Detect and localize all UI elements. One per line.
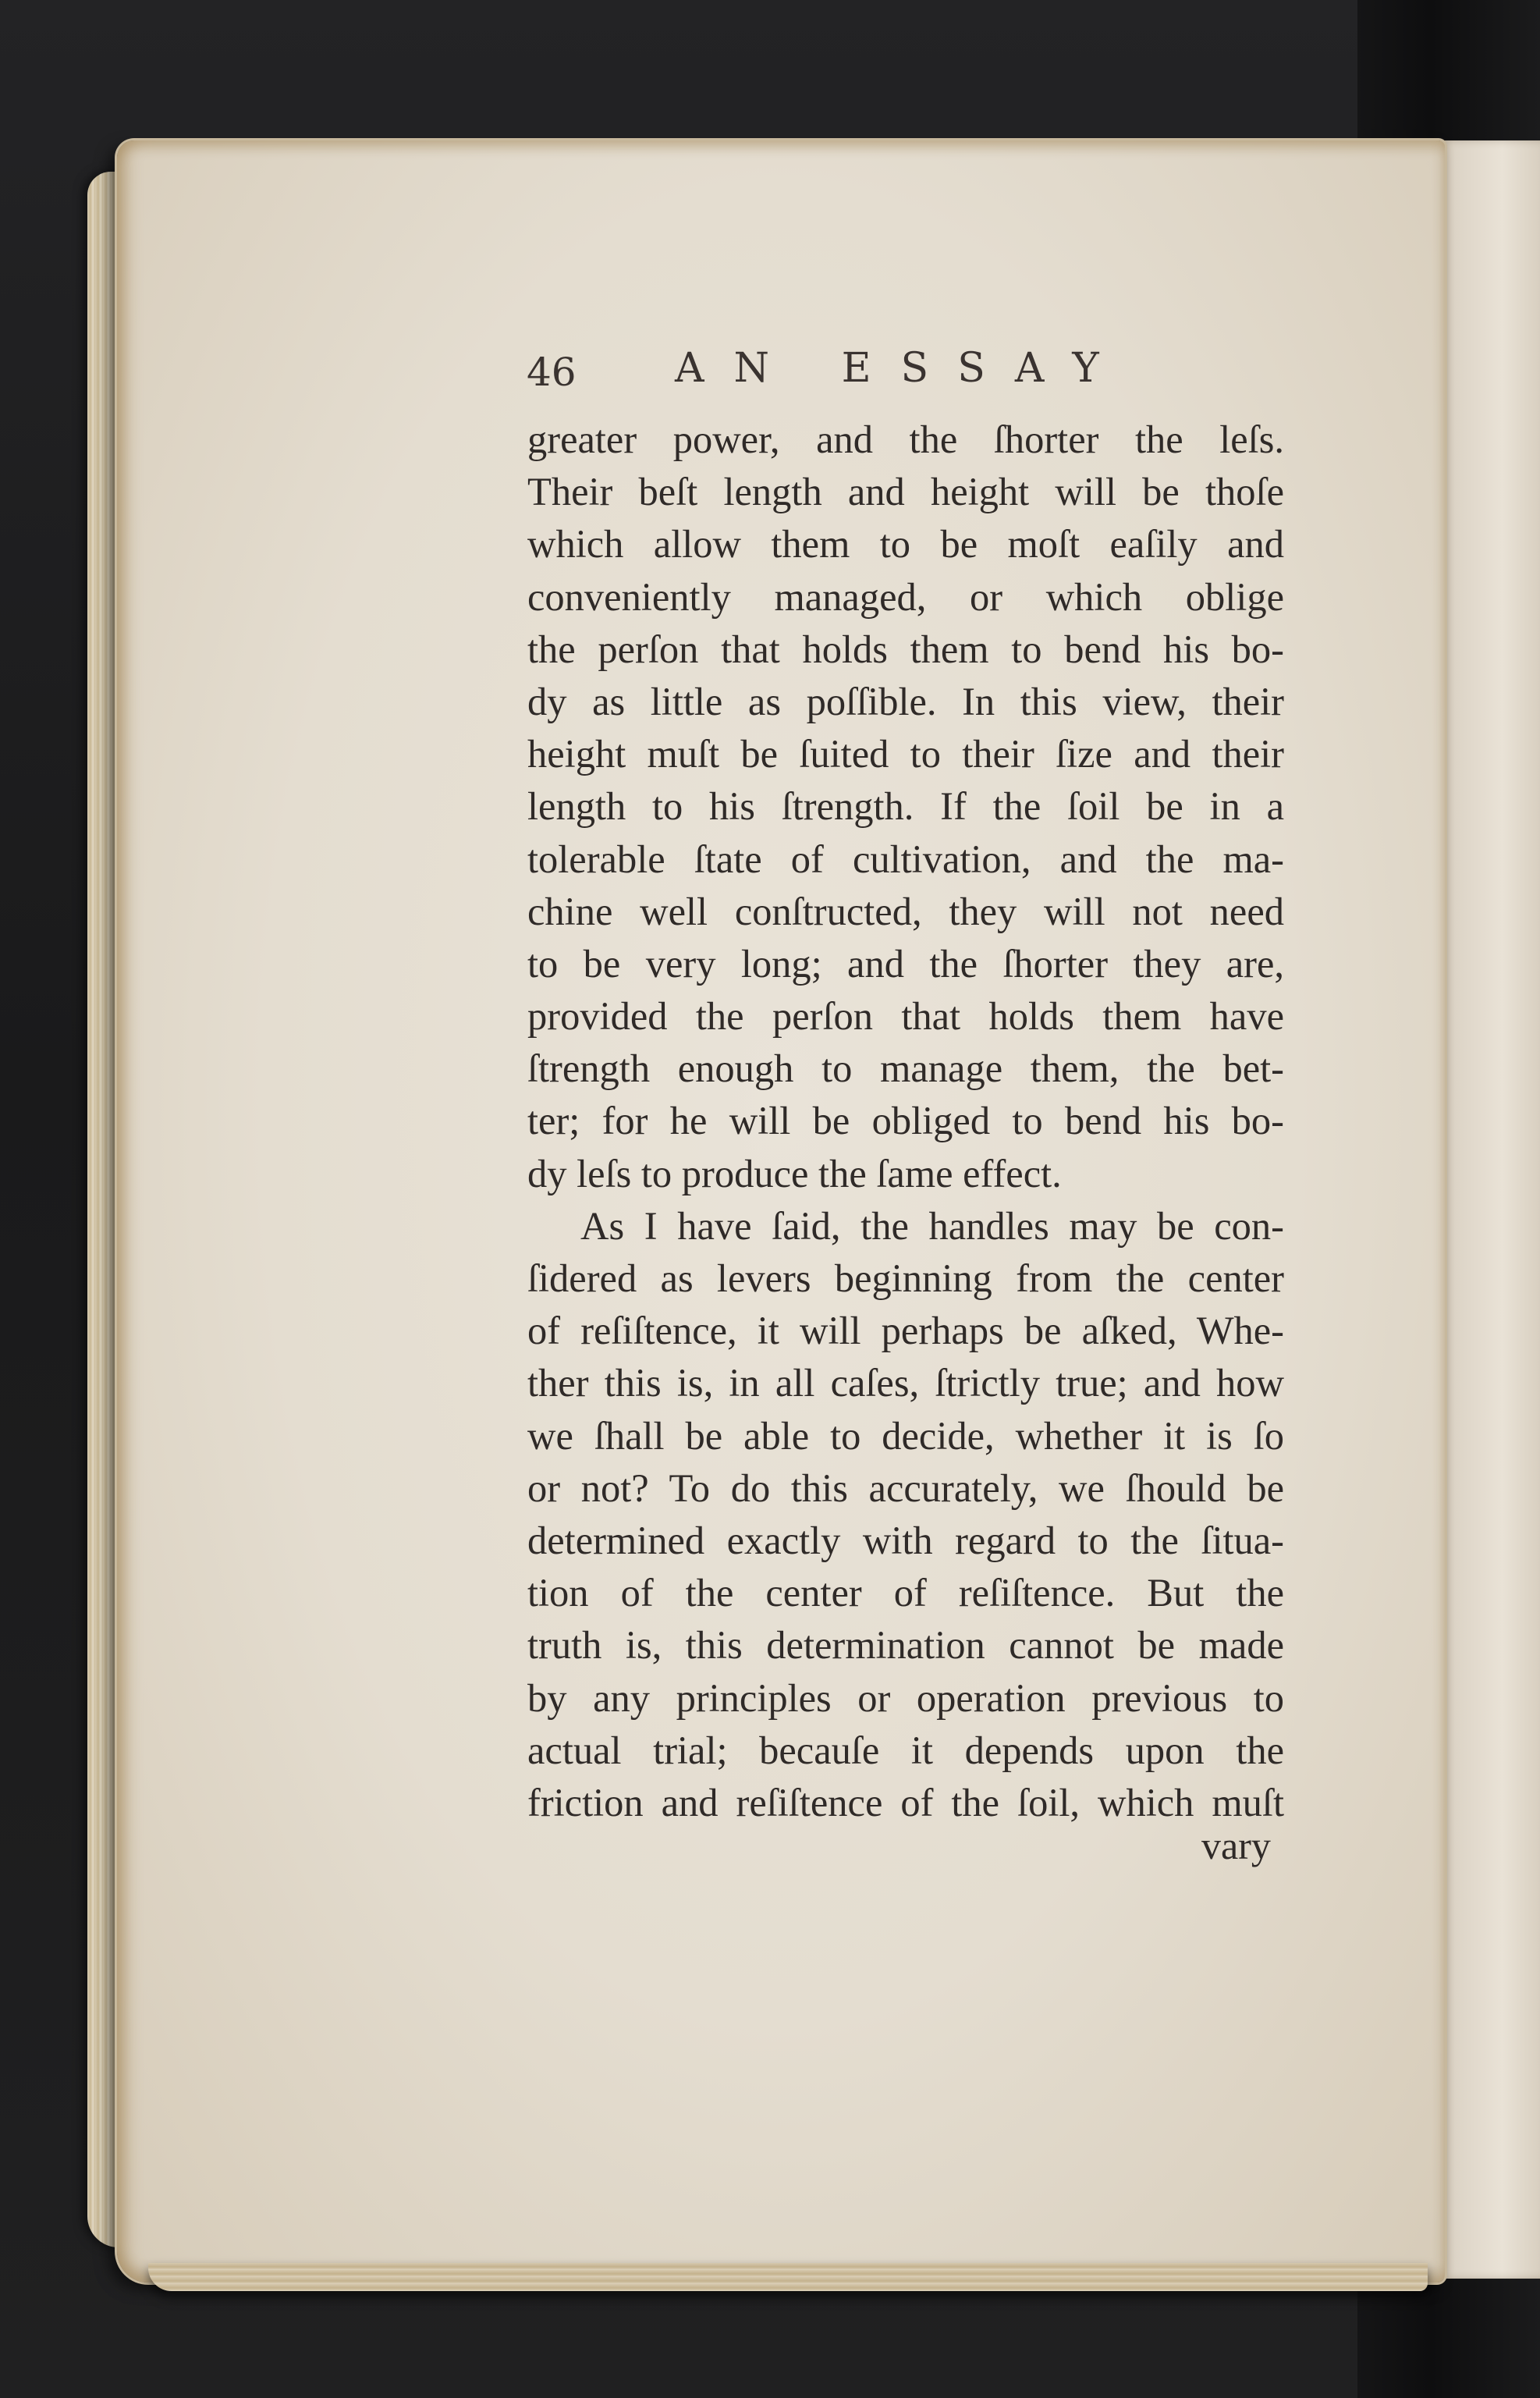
text-line: tion of the center of reſiſtence. But the — [527, 1571, 1284, 1615]
text-line: dy as little as poſſible. In this view, their — [527, 679, 1284, 723]
text-line: actual trial; becauſe it depends upon the — [527, 1728, 1284, 1772]
text-line: we ſhall be able to decide, whether it is ſo — [527, 1413, 1284, 1458]
text-line: greater power, and the ſhorter the leſs. — [527, 417, 1284, 461]
text-line: the perſon that holds them to bend his bo- — [527, 627, 1284, 671]
text-line: dy leſs to produce the ſame effect. — [527, 1151, 1062, 1195]
text-line: by any principles or operation previous to — [527, 1675, 1284, 1720]
body-text — [527, 414, 1284, 1829]
text-line: truth is, this determination cannot be made — [527, 1623, 1284, 1668]
paragraph — [527, 414, 1284, 1200]
text-line: which allow them to be moſt eaſily and — [527, 522, 1284, 567]
text-line: ther this is, in all caſes, ſtrictly true; and how — [527, 1361, 1284, 1405]
text-line: or not? To do this accurately, we ſhould be — [527, 1465, 1284, 1510]
catchword: vary — [1201, 1824, 1271, 1867]
text-line: determined exactly with regard to the ſitua- — [527, 1518, 1284, 1562]
text-line: As I have ſaid, the handles may be con- — [580, 1203, 1284, 1248]
page-stack-edge-bottom — [148, 2263, 1428, 2291]
text-line: ſidered as levers beginning from the center — [527, 1256, 1284, 1300]
text-line: provided the perſon that holds them have — [527, 994, 1284, 1039]
page-header — [527, 334, 1276, 404]
text-line: chine well conſtructed, they will not need — [527, 889, 1284, 933]
running-head: AN ESSAY — [675, 345, 1129, 392]
text-line: of reſiſtence, it will perhaps be aſked, Whe- — [527, 1309, 1284, 1353]
text-line: Their beſt length and height will be thoſe — [527, 470, 1284, 514]
text-line: height muſt be ſuited to their ſize and their — [527, 732, 1284, 776]
text-line: ter; for he will be obliged to bend his bo- — [527, 1099, 1284, 1143]
text-line: length to his ſtrength. If the ſoil be in a — [527, 784, 1284, 829]
text-line: tolerable ſtate of cultivation, and the ma- — [527, 837, 1284, 881]
text-line: friction and reſiſtence of the ſoil, which muſt — [527, 1780, 1284, 1824]
text-line: ſtrength enough to manage them, the bet- — [527, 1046, 1284, 1091]
text-line: conveniently managed, or which oblige — [527, 574, 1284, 619]
paragraph — [527, 1200, 1284, 1829]
page-number: 46 — [527, 350, 577, 395]
facing-page-edge — [1440, 140, 1540, 2279]
text-line: to be very long; and the ſhorter they are, — [527, 941, 1284, 986]
